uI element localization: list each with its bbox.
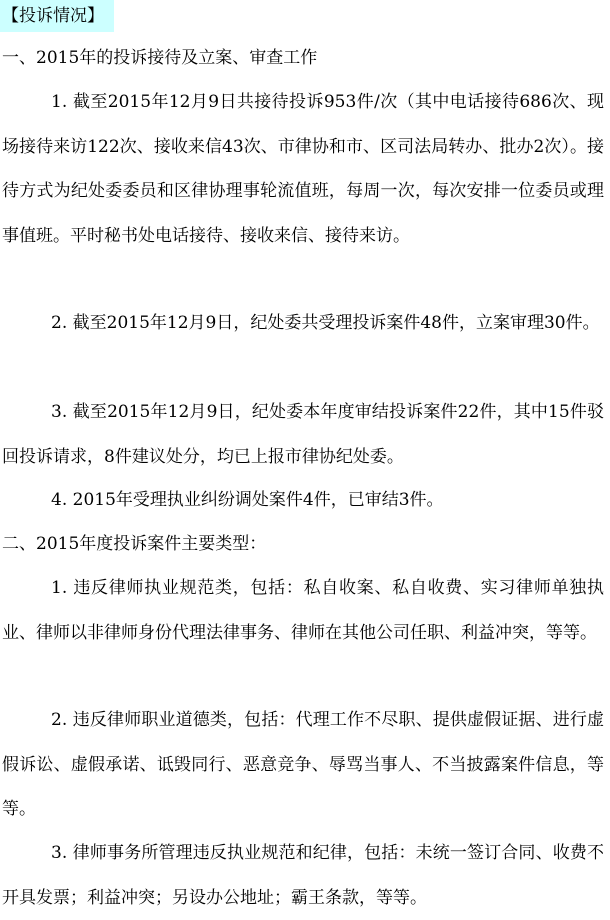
section1-item-1: 1. 截至2015年12月9日共接待投诉953件/次（其中电话接待686次、现场接待来访122次、接收来信43次、市律协和市、区司法局转办、批办2次）。接待方式为纪处委委员和区律协理事轮流值班，每周一次，每次安排一位委员或理事值班。平时秘书处电话接待、接收来信、接待来访。 [2,92,604,246]
section1-item-2: 2. 截至2015年12月9日，纪处委共受理投诉案件48件，立案审理30件。 [51,313,600,333]
section1-heading: 一、2015年的投诉接待及立案、审查工作 [2,48,318,68]
section2-item-1: 1. 违反律师执业规范类，包括：私自收案、私自收费、实习律师单独执业、律师以非律师身份代理法律事务、律师在其他公司任职、利益冲突，等等。 [2,578,604,643]
section1-item-3: 3. 截至2015年12月9日，纪处委本年度审结投诉案件22件，其中15件驳回投诉请求，8件建议处分，均已上报市律协纪处委。 [2,402,604,467]
section2-item-2: 2. 违反律师职业道德类，包括：代理工作不尽职、提供虚假证据、进行虚假诉讼、虚假承诺、诋毁同行、恶意竞争、辱骂当事人、不当披露案件信息，等等。 [2,710,604,819]
section1-item-4: 4. 2015年受理执业纠纷调处案件4件，已审结3件。 [51,490,444,510]
section2-item-3: 3. 律师事务所管理违反执业规范和纪律，包括：未统一签订合同、收费不开具发票；利益冲突；另设办公地址；霸王条款，等等。 [2,843,604,908]
section2-heading: 二、2015年度投诉案件主要类型： [2,534,267,554]
section-header: 【投诉情况】 [2,6,104,26]
